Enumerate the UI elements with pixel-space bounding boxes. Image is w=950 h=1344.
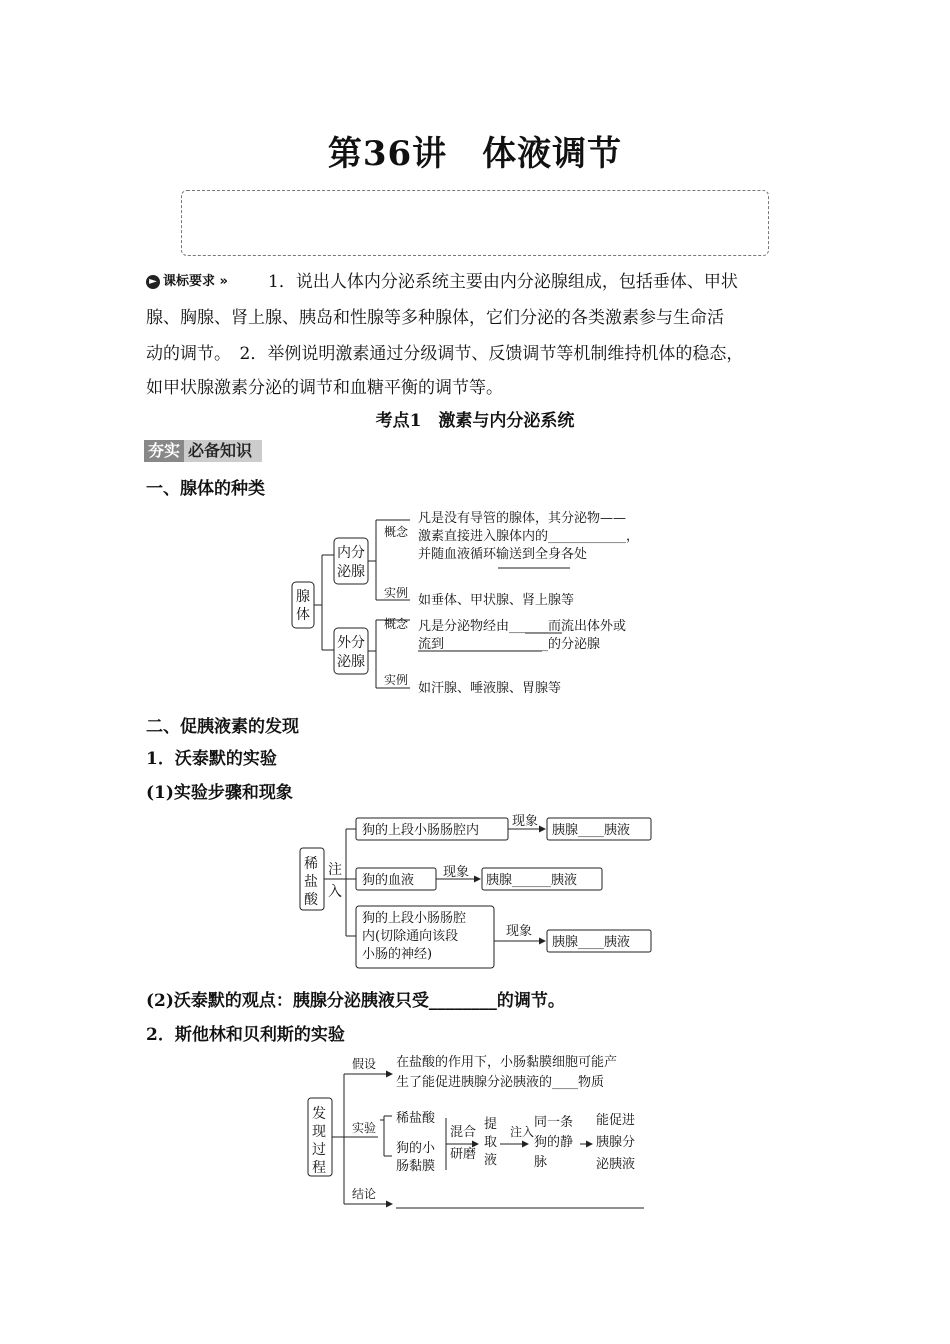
d3-vein-3: 脉 bbox=[534, 1155, 548, 1170]
d1-endo-box-1: 内分 bbox=[337, 545, 365, 561]
requirements-badge-label: 课标要求 bbox=[163, 274, 216, 289]
d1-endo-concept-2: 激素直接进入腺体内的____________， bbox=[418, 529, 640, 544]
d3-root-1: 发 bbox=[312, 1106, 326, 1122]
d3-inject: 注入 bbox=[510, 1125, 535, 1139]
d2-row3-target-3: 小肠的神经) bbox=[362, 947, 433, 962]
d1-root-1: 腺 bbox=[296, 589, 310, 605]
d3-root-2: 现 bbox=[312, 1124, 326, 1140]
d3-mix-1: 混合 bbox=[450, 1125, 477, 1140]
d3-effect-2: 胰腺分 bbox=[596, 1135, 636, 1150]
d1-exo-example: 如汗腺、唾液腺、胃腺等 bbox=[418, 681, 562, 696]
sec2-heading: 二、促胰液素的发现 bbox=[146, 717, 299, 737]
d3-mat1: 稀盐酸 bbox=[396, 1111, 436, 1126]
d3-extract-2: 取 bbox=[484, 1135, 498, 1150]
d3-concl-label: 结论 bbox=[352, 1187, 377, 1201]
sec2-sub1b-blank: ________ bbox=[428, 991, 497, 1011]
d2-row3-target-2: 内(切除通向该段 bbox=[362, 929, 459, 944]
d3-hypo-1: 在盐酸的作用下，小肠黏膜细胞可能产 bbox=[396, 1055, 618, 1070]
arrow-icon: ► bbox=[146, 275, 160, 289]
d2-row2-target: 狗的血液 bbox=[362, 873, 415, 888]
d1-root-2: 体 bbox=[296, 607, 310, 623]
wotaimo-experiment-diagram bbox=[290, 806, 670, 976]
requirements-line-1: 1．说出人体内分泌系统主要由内分泌腺组成，包括垂体、甲状 bbox=[268, 272, 738, 292]
d1-exo-concept-2: 流到________________的分泌腺 bbox=[418, 637, 601, 652]
d3-effect-1: 能促进 bbox=[596, 1113, 636, 1128]
d1-exo-concept-label: 概念 bbox=[384, 617, 409, 631]
d3-mix-2: 研磨 bbox=[450, 1147, 477, 1162]
requirements-line-4: 如甲状腺激素分泌的调节和血糖平衡的调节等。 bbox=[146, 378, 503, 398]
tag-part2: 必备知识 bbox=[184, 440, 262, 462]
d3-effect-3: 泌胰液 bbox=[596, 1157, 636, 1172]
sec2-sub1b-suffix: 的调节。 bbox=[496, 991, 565, 1011]
d2-row2-result: 胰腺______胰液 bbox=[486, 873, 578, 888]
kaodian-heading: 考点1 激素与内分泌系统 bbox=[375, 411, 575, 431]
d1-endo-example-label: 实例 bbox=[384, 586, 409, 600]
d3-vein-1: 同一条 bbox=[534, 1115, 574, 1130]
d1-exo-box-1: 外分 bbox=[337, 635, 365, 651]
double-chevron-icon: » bbox=[215, 274, 228, 289]
sec1-heading: 一、腺体的种类 bbox=[146, 479, 265, 499]
d3-root-4: 程 bbox=[312, 1160, 326, 1176]
requirements-badge bbox=[146, 270, 228, 289]
d2-root-3: 酸 bbox=[304, 892, 318, 908]
sec2-sub1: 1．沃泰默的实验 bbox=[146, 749, 277, 769]
d1-endo-box-2: 泌腺 bbox=[337, 564, 365, 580]
tag-part1: 夯实 bbox=[144, 440, 184, 462]
d3-mat2-1: 狗的小 bbox=[396, 1141, 436, 1156]
d3-extract-1: 提 bbox=[484, 1117, 498, 1132]
d3-hypo-2: 生了能促进胰腺分泌胰液的____物质 bbox=[396, 1075, 605, 1090]
d2-inject-2: 入 bbox=[328, 884, 342, 900]
sec2-sub2: 2．斯他林和贝利斯的实验 bbox=[146, 1025, 345, 1045]
d3-exp-label: 实验 bbox=[352, 1121, 377, 1135]
d2-root-1: 稀 bbox=[304, 856, 318, 872]
d2-root-2: 盐 bbox=[304, 874, 318, 890]
d2-phenomenon-3: 现象 bbox=[506, 924, 533, 939]
d3-root-3: 过 bbox=[312, 1142, 326, 1158]
d1-exo-example-label: 实例 bbox=[384, 673, 409, 687]
d2-row1-result: 胰腺____胰液 bbox=[552, 823, 631, 838]
requirements-line-2: 腺、胸腺、肾上腺、胰岛和性腺等多种腺体，它们分泌的各类激素参与生命活 bbox=[146, 308, 724, 328]
d3-hypo-label: 假设 bbox=[352, 1057, 377, 1071]
d1-endo-concept-label: 概念 bbox=[384, 525, 409, 539]
d2-row3-result: 胰腺____胰液 bbox=[552, 935, 631, 950]
sec2-sub1b bbox=[146, 986, 565, 1011]
d1-exo-concept-1: 凡是分泌物经由______而流出体外或 bbox=[418, 619, 627, 634]
sec2-sub1a: (1)实验步骤和现象 bbox=[146, 783, 293, 803]
notes-box bbox=[181, 190, 769, 256]
d1-endo-concept-3: 并随血液循环输送到全身各处 bbox=[418, 547, 588, 562]
d2-phenomenon-2: 现象 bbox=[443, 865, 470, 880]
d3-extract-3: 液 bbox=[484, 1153, 498, 1168]
d2-phenomenon-1: 现象 bbox=[512, 814, 539, 829]
d1-endo-example: 如垂体、甲状腺、肾上腺等 bbox=[418, 593, 575, 608]
requirements-line-3: 动的调节。 2．举例说明激素通过分级调节、反馈调节等机制维持机体的稳态， bbox=[146, 344, 744, 364]
d3-vein-2: 狗的静 bbox=[534, 1135, 574, 1150]
page-title: 第36讲 体液调节 bbox=[327, 134, 623, 174]
starling-bayliss-diagram bbox=[300, 1046, 660, 1218]
section-tag bbox=[144, 440, 302, 462]
d2-row1-target: 狗的上段小肠肠腔内 bbox=[362, 823, 480, 838]
gland-types-diagram bbox=[280, 500, 680, 710]
d1-exo-box-2: 泌腺 bbox=[337, 654, 365, 670]
sec2-sub1b-prefix: (2)沃泰默的观点：胰腺分泌胰液只受 bbox=[146, 991, 429, 1011]
d1-endo-concept-1: 凡是没有导管的腺体，其分泌物—— bbox=[418, 511, 627, 526]
d2-row3-target-1: 狗的上段小肠肠腔 bbox=[362, 911, 467, 926]
d3-mat2-2: 肠黏膜 bbox=[396, 1159, 436, 1174]
d2-inject-1: 注 bbox=[328, 862, 342, 878]
